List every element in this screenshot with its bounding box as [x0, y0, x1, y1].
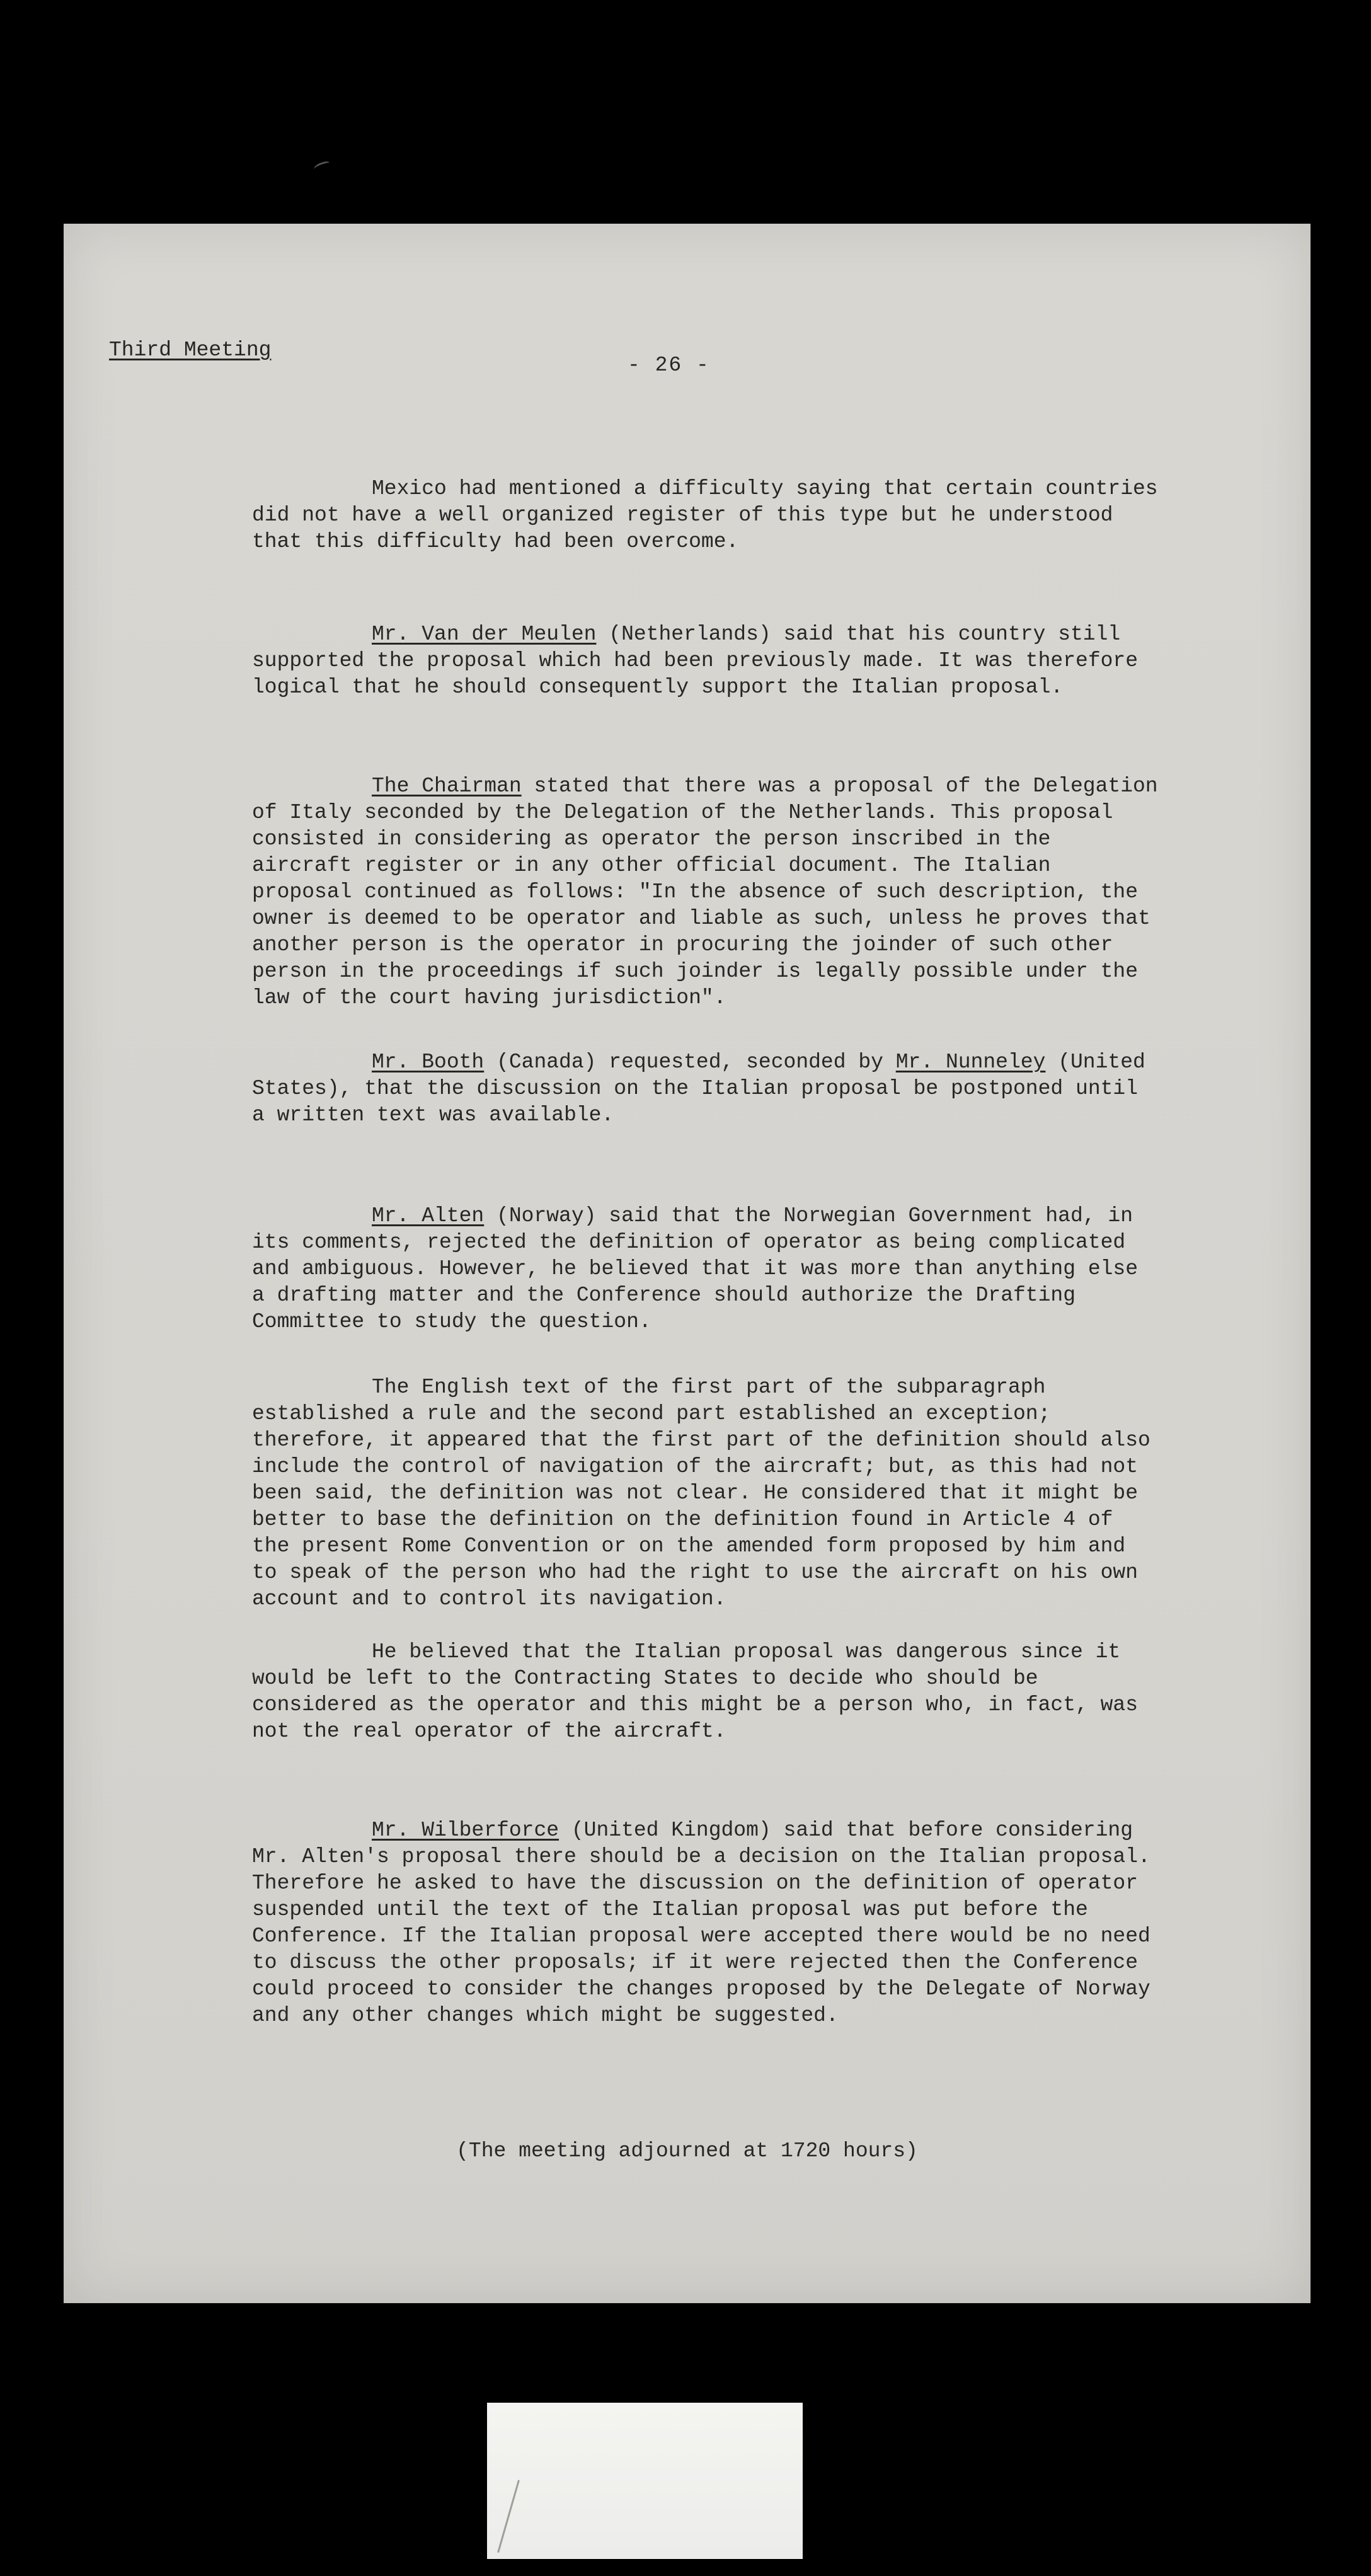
paragraph	[252, 621, 1159, 701]
speaker-name: Mr. Alten	[372, 1204, 485, 1228]
paragraph	[252, 1374, 1159, 1613]
index-card	[487, 2403, 803, 2559]
film-speck	[313, 160, 331, 172]
document-page	[64, 224, 1311, 2303]
card-mark	[497, 2480, 520, 2553]
adjournment-note: (The meeting adjourned at 1720 hours)	[456, 2139, 918, 2163]
paragraph	[252, 1049, 1159, 1129]
document-title: Third Meeting	[109, 338, 272, 362]
paragraph-text: He believed that the Italian proposal was dangerous since it would be left to the Contracting States to decide who should be considered as the operator and this might be a person who, in fact, was not the real operator of the aircraft.	[252, 1640, 1139, 1743]
paragraph-text: Mexico had mentioned a difficulty saying that certain countries did not have a well organized register of this type but he understood that this difficulty had been overcome.	[252, 477, 1158, 553]
paragraph-text: (Norway) said that the Norwegian Government had, in its comments, rejected the definition of operator as being complicated and ambiguous. However, he believed that it was more than anything else a drafting matter and the Conference should authorize the Drafting Committee to study the question.	[252, 1204, 1139, 1333]
paragraph-text: (United States), that the discussion on the Italian proposal be postponed until a written text was available.	[252, 1050, 1145, 1127]
document-body	[252, 476, 1159, 2029]
paragraph-text: (Netherlands) said that his country still supported the proposal which had been previously made. It was therefore logical that he should consequently support the Italian proposal.	[252, 623, 1139, 699]
paragraph	[252, 773, 1159, 1011]
speaker-name: Mr. Booth	[372, 1050, 485, 1074]
paragraph-text: The English text of the first part of the subparagraph established a rule and the second part established an exception; therefore, it appeared that the first part of the definition should also include the control of navigation of the aircraft; but, as this had not been said, the definition was not clear. He considered that it might be better to base the definition on the definition found in Article 4 of the present Rome Convention or on the amended form proposed by him and to speak of the person who had the right to use the aircraft on his own account and to control its navigation.	[252, 1376, 1150, 1611]
speaker-name: Mr. Van der Meulen	[372, 623, 597, 646]
paragraph-text: (United Kingdom) said that before considering Mr. Alten's proposal there should be a decision on the Italian proposal. Therefore he asked to have the discussion on the definition of operator suspended until the text of the Italian proposal was put before the Conference. If the Italian proposal were accepted there would be no need to discuss the other proposals; if it were rejected then the Conference could proceed to consider the changes proposed by the Delegate of Norway and any other changes which might be suggested.	[252, 1819, 1150, 2027]
paragraph	[252, 1817, 1159, 2029]
paragraph-text: stated that there was a proposal of the Delegation of Italy seconded by the Delegation of the Netherlands. This proposal consisted in considering as operator the person inscribed in the aircraft register or in any other official document. The Italian proposal continued as follows: "In the absence of such description, the owner is deemed to be operator and liable as such, unless he proves that another person is the operator in procuring the joinder of such other person in the proceedings if such joinder is legally possible under the law of the court having jurisdiction".	[252, 774, 1158, 1009]
paragraph	[252, 1203, 1159, 1335]
speaker-name: Mr. Wilberforce	[372, 1819, 559, 1842]
page-number: - 26 -	[628, 354, 710, 377]
paragraph	[252, 1639, 1159, 1745]
speaker-name: Mr. Nunneley	[895, 1050, 1046, 1074]
speaker-name: The Chairman	[372, 774, 522, 798]
paragraph-text: (Canada) requested, seconded by	[484, 1050, 896, 1074]
paragraph	[252, 476, 1159, 555]
